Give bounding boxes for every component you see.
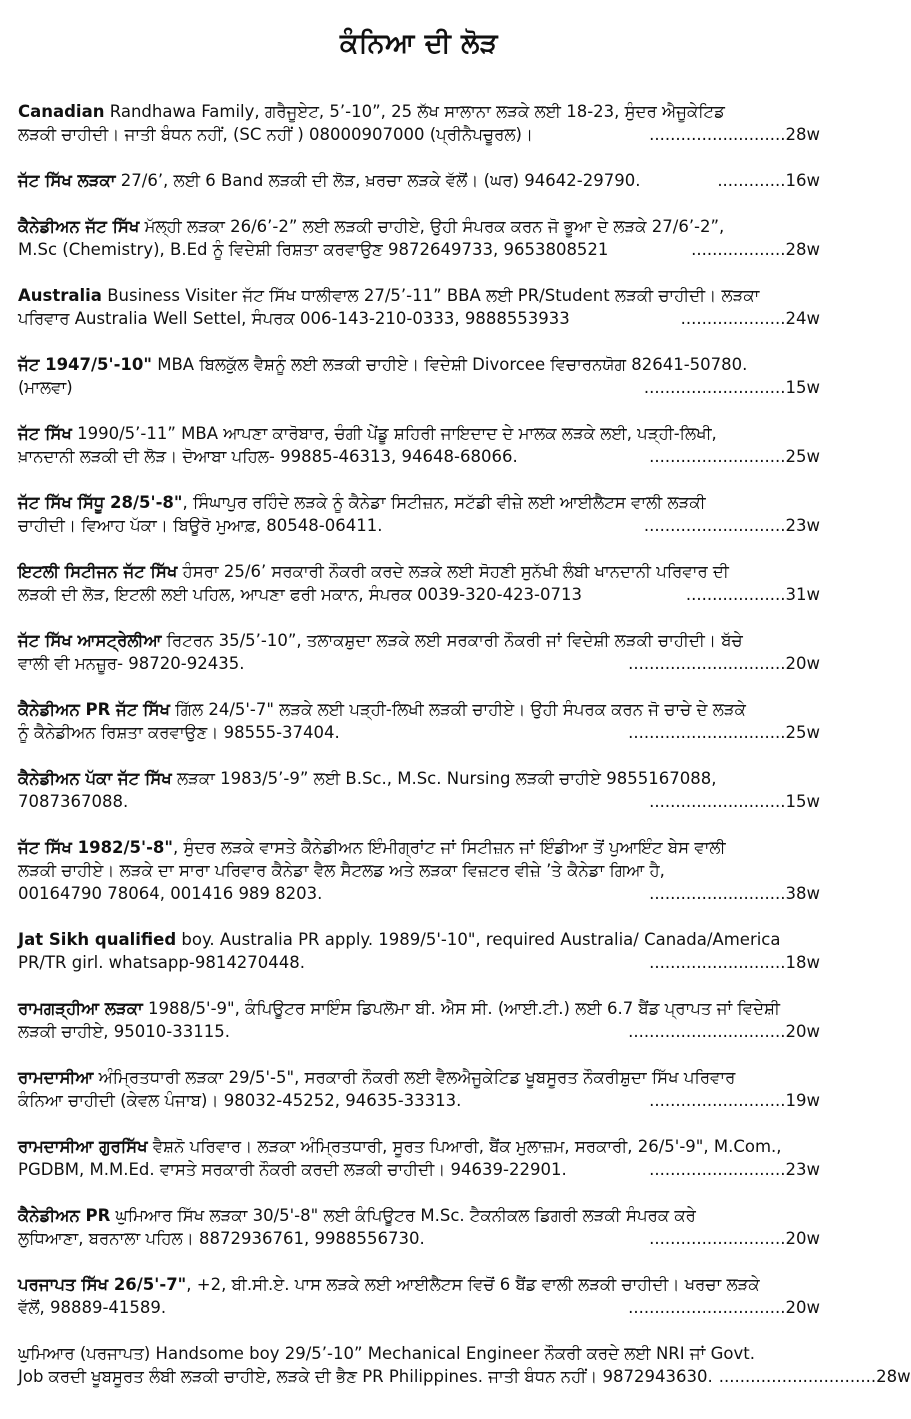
ad-text: ਲੜਕੀ ਚਾਹੀਦੀ। ਜਾਤੀ ਬੰਧਨ ਨਹੀਂ, (SC ਨਹੀਂ ) 08000907000 (ਪ੍ਰੀਨੈਪਚੂਰਲ)। bbox=[18, 125, 534, 144]
ad-text: ਕੰਨਿਆ ਚਾਹੀਦੀ (ਕੇਵਲ ਪੰਜਾਬ)। 98032-45252, 94635-33313. bbox=[18, 1091, 462, 1110]
ad-line bbox=[18, 629, 820, 652]
ad-line bbox=[18, 491, 820, 514]
ad-code: ..............................28w bbox=[718, 1367, 911, 1386]
ad-lead: Canadian bbox=[18, 102, 105, 121]
ad-line bbox=[18, 790, 820, 813]
classified-ad bbox=[18, 422, 820, 468]
classified-ad bbox=[18, 215, 820, 261]
ad-line bbox=[18, 1135, 820, 1158]
ad-text: PR/TR girl. whatsapp-9814270448. bbox=[18, 953, 306, 972]
ad-line bbox=[18, 951, 820, 974]
ad-code: ..............................20w bbox=[628, 1022, 820, 1041]
ad-text: 7087367088. bbox=[18, 792, 129, 811]
ad-text: , +2, ਬੀ.ਸੀ.ਏ. ਪਾਸ ਲੜਕੇ ਲਈ ਆਈਲੈਟਸ ਵਿਚੋਂ 6 ਬੈਂਡ ਵਾਲੀ ਲੜਕੀ ਚਾਹੀਦੀ। ਖਰਚਾ ਲੜਕੇ bbox=[186, 1275, 760, 1294]
ad-lead: Australia bbox=[18, 286, 102, 305]
ad-text: boy. Australia PR apply. 1989/5'-10", required Australia/ Canada/America bbox=[176, 930, 781, 949]
ad-line bbox=[18, 560, 820, 583]
ad-line bbox=[18, 1227, 820, 1250]
ad-line bbox=[18, 997, 820, 1020]
ad-code: ....................24w bbox=[680, 309, 820, 328]
ad-lead: ਇਟਲੀ ਸਿਟੀਜਨ ਜੱਟ ਸਿੱਖ bbox=[18, 562, 178, 581]
ad-line bbox=[18, 307, 820, 330]
ad-text: 00164790 78064, 001416 989 8203. bbox=[18, 884, 323, 903]
ad-text: (ਮਾਲਵਾ) bbox=[18, 378, 73, 397]
ad-line bbox=[18, 1273, 820, 1296]
classified-ad bbox=[18, 928, 820, 974]
classified-ad bbox=[18, 1204, 820, 1250]
ad-line bbox=[18, 698, 820, 721]
ad-text: 1988/5'-9", ਕੰਪਿਊਟਰ ਸਾਇੰਸ ਡਿਪਲੋਮਾ ਬੀ. ਐਸ ਸੀ. (ਆਈ.ਟੀ.) ਲਈ 6.7 ਬੈਂਡ ਪ੍ਰਾਪਤ ਜਾਂ ਵਿਦੇਸ਼ੀ bbox=[142, 999, 780, 1018]
ad-text: ਲੜਕਾ 1983/5’-9” ਲਈ B.Sc., M.Sc. Nursing ਲੜਕੀ ਚਾਹੀਏ 9855167088, bbox=[171, 769, 717, 788]
classified-ad bbox=[18, 698, 820, 744]
classified-ad bbox=[18, 1135, 820, 1181]
ad-lead: ਜੱਟ ਸਿੱਖ ਆਸਟ੍ਰੇਲੀਆ bbox=[18, 631, 162, 650]
classified-ad bbox=[18, 100, 820, 146]
classified-ad bbox=[18, 997, 820, 1043]
ad-code: .............16w bbox=[717, 171, 820, 190]
ad-code: ...........................15w bbox=[643, 378, 820, 397]
ad-code: ..............................25w bbox=[628, 723, 820, 742]
ad-text: ਵੱਲੋਂ, 98889-41589. bbox=[18, 1298, 167, 1317]
ad-line bbox=[18, 284, 820, 307]
ad-line-text bbox=[18, 169, 640, 192]
ad-text: ਵਾਲੀ ਵੀ ਮਨਜ਼ੂਰ- 98720-92435. bbox=[18, 654, 245, 673]
ad-lead: ਜੱਟ ਸਿੱਖ 1982/5'-8" bbox=[18, 838, 174, 857]
ad-line bbox=[18, 1089, 820, 1112]
ad-text: ਲੁਧਿਆਣਾ, ਬਰਨਾਲਾ ਪਹਿਲ। 8872936761, 9988556730. bbox=[18, 1229, 425, 1248]
classified-ad bbox=[18, 836, 820, 905]
ad-lead: Jat Sikh qualified bbox=[18, 930, 177, 949]
classified-ad bbox=[18, 629, 820, 675]
ad-text: ਪਰਿਵਾਰ Australia Well Settel, ਸੰਪਰਕ 006-143-210-0333, 9888553933 bbox=[18, 309, 570, 328]
ad-text: ਨੂੰ ਕੈਨੇਡੀਅਨ ਰਿਸ਼ਤਾ ਕਰਵਾਉਣ। 98555-37404. bbox=[18, 723, 340, 742]
ad-text: ਚਾਹੀਦੀ। ਵਿਆਹ ਪੱਕਾ। ਬਿਊਰੋ ਮੁਆਫ਼, 80548-06411. bbox=[18, 516, 383, 535]
classified-ad bbox=[18, 767, 820, 813]
ad-line bbox=[18, 445, 820, 468]
ad-line bbox=[18, 1158, 820, 1181]
ad-text: ਹੰਸਰਾ 25/6’ ਸਰਕਾਰੀ ਨੌਕਰੀ ਕਰਦੇ ਲੜਕੇ ਲਈ ਸੋਹਣੀ ਸੁਨੱਖੀ ਲੰਬੀ ਖਾਨਦਾਨੀ ਪਰਿਵਾਰ ਦੀ bbox=[177, 562, 729, 581]
ad-code: ..........................18w bbox=[649, 953, 820, 972]
ad-line bbox=[18, 652, 820, 675]
ad-text: ਗਿੱਲ 24/5'-7" ਲੜਕੇ ਲਈ ਪੜ੍ਹੀ-ਲਿਖੀ ਲੜਕੀ ਚਾਹੀਏ। ਉਹੀ ਸੰਪਰਕ ਕਰਨ ਜੋ ਚਾਚੇ ਦੇ ਲੜਕੇ bbox=[169, 700, 746, 719]
ad-text: 1990/5’-11” MBA ਆਪਣਾ ਕਾਰੋਬਾਰ, ਚੰਗੀ ਪੇਂਡੂ ਸ਼ਹਿਰੀ ਜਾਇਦਾਦ ਦੇ ਮਾਲਕ ਲੜਕੇ ਲਈ, ਪੜ੍ਹੀ-ਲਿਖੀ, bbox=[71, 424, 717, 443]
ad-lead: ਕੈਨੇਡੀਅਨ PR ਜੱਟ ਸਿੱਖ bbox=[18, 700, 170, 719]
classified-ad bbox=[18, 1273, 820, 1319]
ad-text: Business Visiter ਜੱਟ ਸਿੱਖ ਧਾਲੀਵਾਲ 27/5’-11” BBA ਲਈ PR/Student ਲੜਕੀ ਚਾਹੀਦੀ। ਲੜਕਾ bbox=[101, 286, 760, 305]
ad-line bbox=[18, 583, 820, 606]
ad-lead: ਕੈਨੇਡੀਅਨ ਜੱਟ ਸਿੱਖ bbox=[18, 217, 140, 236]
classified-ad bbox=[18, 353, 820, 399]
ad-code: ..........................19w bbox=[649, 1091, 820, 1110]
ad-lead: ਜੱਟ ਸਿੱਖ ਸਿੱਧੂ 28/5'-8" bbox=[18, 493, 183, 512]
ad-text: ਰਿਟਰਨ 35/5’-10”, ਤਲਾਕਸ਼ੁਦਾ ਲੜਕੇ ਲਈ ਸਰਕਾਰੀ ਨੌਕਰੀ ਜਾਂ ਵਿਦੇਸ਼ੀ ਲੜਕੀ ਚਾਹੀਦੀ। ਬੱਚੇ bbox=[161, 631, 743, 650]
ad-line bbox=[18, 928, 820, 951]
ad-line bbox=[18, 1365, 911, 1388]
ad-line bbox=[18, 721, 820, 744]
ad-line bbox=[18, 882, 820, 905]
classified-ad bbox=[18, 560, 820, 606]
ad-code: ..........................28w bbox=[649, 125, 820, 144]
ad-line bbox=[18, 836, 820, 859]
ad-line bbox=[18, 376, 820, 399]
ad-text: ਵੈਸ਼ਨੋ ਪਰਿਵਾਰ। ਲੜਕਾ ਅੰਮ੍ਰਿਤਧਾਰੀ, ਸੂਰਤ ਪਿਆਰੀ, ਬੈਂਕ ਮੁਲਾਜ਼ਮ, ਸਰਕਾਰੀ, 26/5'-9", M.Com., bbox=[147, 1137, 782, 1156]
ads-list bbox=[18, 100, 911, 1388]
ad-code: ...................31w bbox=[685, 585, 820, 604]
ad-line bbox=[18, 1020, 820, 1043]
classified-ad bbox=[18, 1342, 911, 1388]
ad-lead: ਜੱਟ ਸਿੱਖ bbox=[18, 424, 72, 443]
ad-line bbox=[18, 238, 820, 261]
ad-text: MBA ਬਿਲਕੁੱਲ ਵੈਸ਼ਨੂੰ ਲਈ ਲੜਕੀ ਚਾਹੀਏ। ਵਿਦੇਸ਼ੀ Divorcee ਵਿਚਾਰਨਯੋਗ 82641-50780. bbox=[151, 355, 748, 374]
ad-text: ਅੰਮ੍ਰਿਤਧਾਰੀ ਲੜਕਾ 29/5'-5", ਸਰਕਾਰੀ ਨੌਕਰੀ ਲਈ ਵੈਲਐਜੂਕੇਟਿਡ ਖੂਬਸੂਰਤ ਨੌਕਰੀਸ਼ੁਦਾ ਸਿੱਖ ਪਰਿਵਾਰ bbox=[93, 1068, 736, 1087]
ad-text: Job ਕਰਦੀ ਖੂਬਸੂਰਤ ਲੰਬੀ ਲੜਕੀ ਚਾਹੀਏ, ਲੜਕੇ ਦੀ ਭੈਣ PR Philippines. ਜਾਤੀ ਬੰਧਨ ਨਹੀਂ। 9872943630. bbox=[18, 1367, 713, 1386]
classified-ad bbox=[18, 169, 820, 192]
page-title: ਕੰਨਿਆ ਦੀ ਲੋੜ bbox=[339, 28, 499, 59]
ad-line bbox=[18, 123, 820, 146]
ad-line bbox=[18, 1296, 820, 1319]
ad-line bbox=[18, 514, 820, 537]
ad-line bbox=[18, 169, 820, 192]
ad-code: ..........................23w bbox=[649, 1160, 820, 1179]
ad-lead: ਕੈਨੇਡੀਅਨ ਪੱਕਾ ਜੱਟ ਸਿੱਖ bbox=[18, 769, 172, 788]
ad-code: ..............................20w bbox=[628, 1298, 820, 1317]
ad-text: 27/6’, ਲਈ 6 Band ਲੜਕੀ ਦੀ ਲੋੜ, ਖ਼ਰਚਾ ਲੜਕੇ ਵੱਲੋਂ। (ਘਰ) 94642-29790. bbox=[115, 171, 641, 190]
classified-ad bbox=[18, 491, 820, 537]
ad-text: ਘੁਮਿਆਰ ਸਿੱਖ ਲੜਕਾ 30/5'-8" ਲਈ ਕੰਪਿਊਟਰ M.Sc. ਟੈਕਨੀਕਲ ਡਿਗਰੀ ਲੜਕੀ ਸੰਪਰਕ ਕਰੇ bbox=[110, 1206, 696, 1225]
ad-lead: ਰਾਮਗੜ੍ਹੀਆ ਲੜਕਾ bbox=[18, 999, 143, 1018]
ad-text: Randhawa Family, ਗਰੈਜੂਏਟ, 5’-10”, 25 ਲੱਖ ਸਾਲਾਨਾ ਲੜਕੇ ਲਈ 18-23, ਸੁੰਦਰ ਐਜੂਕੇਟਿਡ bbox=[104, 102, 725, 121]
ad-lead: ਜੱਟ 1947/5'-10" bbox=[18, 355, 152, 374]
ad-code: ..................28w bbox=[691, 240, 820, 259]
ad-text: ਲੜਕੀ ਦੀ ਲੋੜ, ਇਟਲੀ ਲਈ ਪਹਿਲ, ਆਪਣਾ ਫਰੀ ਮਕਾਨ, ਸੰਪਰਕ 0039-320-423-0713 bbox=[18, 585, 583, 604]
ad-line bbox=[18, 1342, 820, 1365]
ad-code: ..........................38w bbox=[649, 884, 820, 903]
ad-code: ..............................20w bbox=[628, 654, 820, 673]
ad-code: ...........................23w bbox=[643, 516, 820, 535]
ad-line bbox=[18, 1204, 820, 1227]
ad-text: ਮੱਲ੍ਹੀ ਲੜਕਾ 26/6’-2” ਲਈ ਲੜਕੀ ਚਾਹੀਏ, ਉਹੀ ਸੰਪਰਕ ਕਰਨ ਜੋ ਭੂਆ ਦੇ ਲੜਕੇ 27/6’-2”, bbox=[139, 217, 725, 236]
ad-lead: ਰਾਮਦਾਸੀਆ bbox=[18, 1068, 94, 1087]
ad-text: , ਸੁੰਦਰ ਲੜਕੇ ਵਾਸਤੇ ਕੈਨੇਡੀਅਨ ਇੰਮੀਗ੍ਰਾਂਟ ਜਾਂ ਸਿਟੀਜ਼ਨ ਜਾਂ ਇੰਡੀਆ ਤੋਂ ਪੁਆਇੰਟ ਬੇਸ ਵਾਲੀ bbox=[173, 838, 726, 857]
ad-code: ..........................20w bbox=[649, 1229, 820, 1248]
ad-line: ਲੜਕੀ ਚਾਹੀਏ। ਲੜਕੇ ਦਾ ਸਾਰਾ ਪਰਿਵਾਰ ਕੈਨੇਡਾ ਵੈਲ ਸੈਟਲਡ ਅਤੇ ਲੜਕਾ ਵਿਜ਼ਟਰ ਵੀਜ਼ੇ ’ਤੇ ਕੈਨੇਡਾ ਗਿਆ ਹੈ, bbox=[18, 861, 665, 880]
ad-code: ..........................15w bbox=[649, 792, 820, 811]
classified-ad bbox=[18, 1066, 820, 1112]
ad-line bbox=[18, 100, 820, 123]
ad-line bbox=[18, 767, 820, 790]
ad-text: ਘੁਮਿਆਰ (ਪਰਜਾਪਤ) Handsome boy 29/5’-10” Mechanical Engineer ਨੌਕਰੀ ਕਰਦੇ ਲਈ NRI ਜਾਂ Govt. bbox=[18, 1344, 755, 1363]
classified-ad bbox=[18, 284, 820, 330]
ad-line bbox=[18, 353, 820, 376]
ad-text: , ਸਿੰਘਾਪੁਰ ਰਹਿੰਦੇ ਲੜਕੇ ਨੂੰ ਕੈਨੇਡਾ ਸਿਟੀਜ਼ਨ, ਸਟੱਡੀ ਵੀਜ਼ੇ ਲਈ ਆਈਲੈਟਸ ਵਾਲੀ ਲੜਕੀ bbox=[182, 493, 706, 512]
ad-lead: ਰਾਮਦਾਸੀਆ ਗੁਰਸਿੱਖ bbox=[18, 1137, 148, 1156]
ad-text: M.Sc (Chemistry), B.Ed ਨੂੰ ਵਿਦੇਸ਼ੀ ਰਿਸ਼ਤਾ ਕਰਵਾਉਣ 9872649733, 9653808521 bbox=[18, 240, 609, 259]
ad-text: ਲੜਕੀ ਚਾਹੀਏ, 95010-33115. bbox=[18, 1022, 230, 1041]
ad-code: ..........................25w bbox=[649, 447, 820, 466]
ad-text: ਖ਼ਾਨਦਾਨੀ ਲੜਕੀ ਦੀ ਲੋੜ। ਦੋਆਬਾ ਪਹਿਲ- 99885-46313, 94648-68066. bbox=[18, 447, 518, 466]
ad-text: PGDBM, M.M.Ed. ਵਾਸਤੇ ਸਰਕਾਰੀ ਨੌਕਰੀ ਕਰਦੀ ਲੜਕੀ ਚਾਹੀਦੀ। 94639-22901. bbox=[18, 1160, 567, 1179]
ad-line bbox=[18, 1066, 820, 1089]
ad-lead: ਪਰਜਾਪਤ ਸਿੱਖ 26/5'-7" bbox=[18, 1275, 187, 1294]
ad-lead: ਜੱਟ ਸਿੱਖ ਲੜਕਾ bbox=[18, 171, 116, 190]
ad-line bbox=[18, 215, 820, 238]
ad-line bbox=[18, 422, 820, 445]
ad-lead: ਕੈਨੇਡੀਅਨ PR bbox=[18, 1206, 111, 1225]
